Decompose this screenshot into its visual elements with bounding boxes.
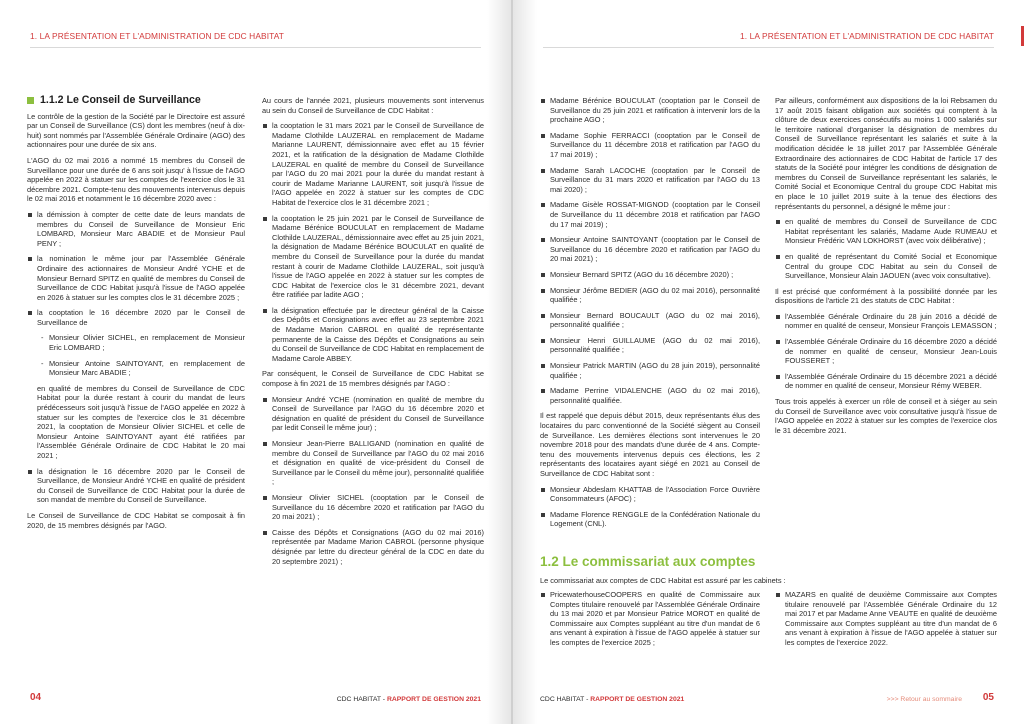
running-header: 1. LA PRÉSENTATION ET L'ADMINISTRATION DE CDC HABITAT [30,31,284,41]
paragraph: L'AGO du 02 mai 2016 a nommé 15 membres du Conseil de Surveillance pour une durée de 6 ans soit jusqu' à l'issue de l'AGO appelée en 2022 à statuer sur les comptes de l'exercice clos le 31 décembre 2021. Compte-tenu des mouvements intervenus depuis le 02 mai 2016 et notamment le 16 décembre 2020 avec : [27,155,245,204]
paragraph: Par ailleurs, conformément aux dispositions de la loi Rebsamen du 17 août 2015 faisant obligation aux sociétés qui comptent à la clôture de deux exercices consécutifs au moins 1 000 salariés sur le territoire national d'organiser la désignation de membres du Conseil de Surveillance représentant les salariés et suite à la modification décidée le 18 juillet 2017 par l'Assemblée Générale Extraordinaire des actionnaires de CDC Habitat de l'article 17 des statuts de la Société pour intégrer les conditions de désignation de membres du Conseil de Surveillance représentant les salariés, le Comité Social et Economique Central du groupe CDC Habitat mis en place le 10 juillet 2019 suite à la tenue des élections des représentants du personnel, a désigné le même jour : [775,96,997,211]
bullet-item: Madame Perrine VIDALENCHE (AGO du 02 mai 2016), personnalité qualifiée. [540,386,760,405]
bullet-item: Madame Bérénice BOUCULAT (cooptation par le Conseil de Surveillance du 25 juin 2021 et ratification à intervenir lors de la prochaine AGO ; [540,96,760,125]
dash-item: - Monsieur Antoine SAINTOYANT, en remplacement de Monsieur Marc ABADIE ; [39,359,245,378]
dash-item: - Monsieur Olivier SICHEL, en remplacement de Monsieur Eric LOMBARD ; [39,333,245,352]
bullet-item: Monsieur Bernard SPITZ (AGO du 16 décembre 2020) ; [540,270,760,280]
bullet-item: Madame Florence RENGGLE de la Confédération Nationale du Logement (CNL). [540,510,760,529]
paragraph: Le contrôle de la gestion de la Société par le Directoire est assuré par un Conseil de Surveillance (CS) dont les membres (neuf à dix-huit) sont nommés par l'Assemblée Générale Ordinaire (AGO) des actionnaires pour une durée de six ans. [27,111,245,150]
bullet-item: Monsieur Jean-Pierre BALLIGAND (nomination en qualité de membre du Conseil de Surveillance par l'AGO du 02 mai 2016 et désignation en qualité de vice-président du Conseil de Surveillance par le Conseil du même jour), personnalité qualifiée ; [262,439,484,487]
footer-separator: - [584,696,591,703]
page-fold-shadow [487,0,511,724]
paragraph: Il est rappelé que depuis début 2015, deux représentants élus des locataires du parc conventionné de la Société siègent au Conseil de Surveillance. Les dernières élections sont intervenues le 20 novembre 2018 pour des mandats d'une durée de 4 ans. Compte-tenu des mouvements intervenus depuis ces élections, les 2 représentants des locataires ayant siégé en 2021 au Conseil de Surveillance de CDC Habitat sont : [540,411,760,478]
paragraph: Par conséquent, le Conseil de Surveillance de CDC Habitat se compose à fin 2021 de 15 membres désignés par l'AGO : [262,369,484,389]
subsection-heading [27,96,245,106]
page-footer [540,696,684,703]
dash-list [27,333,245,377]
page-fold-shadow [513,0,537,724]
bullet-list [540,96,760,405]
bullet-item: l'Assemblée Générale Ordinaire du 28 juin 2016 a décidé de nommer en qualité de censeur, Monsieur François LEMASSON ; [775,312,997,331]
bullet-list [775,217,997,281]
bullet-item: Monsieur Bernard BOUCAULT (AGO du 02 mai 2016), personnalité qualifiée ; [540,311,760,330]
right-column-2 [775,96,997,441]
bullet-item: la désignation le 16 décembre 2020 par le Conseil de Surveillance, de Monsieur André YCHE en qualité de président du Conseil de Surveillance de CDC Habitat pour la durée de son mandat de membre du Conseil de Surveillance. [27,467,245,505]
bullet-item: l'Assemblée Générale Ordinaire du 15 décembre 2021 a décidé de nommer en qualité de censeur, Monsieur Rémy WEBER. [775,372,997,391]
bullet-item: la démission à compter de cette date de leurs mandats de membres du Conseil de Surveillance de Monsieur Eric LOMBARD, Monsieur Marc ABADIE et de Monsieur Paul PENY ; [27,210,245,248]
paragraph: Le commissariat aux comptes de CDC Habitat est assuré par les cabinets : [540,576,786,585]
green-square-icon [27,97,34,104]
bullet-item: PricewaterhouseCOOPERS en qualité de Commissaire aux Comptes titulaire renouvelé par l'Assemblée Générale Ordinaire du 13 mai 2020 et par Monsieur Patrice MOROT en qualité de Commissaire aux Comptes suppléant au titre d'un mandat de 6 ans venant à expiration à l'issue de l'AGO appelée à statuer sur les comptes de l'exercice 2025 ; [540,590,760,648]
auditors-column-1 [540,590,760,654]
footer-title: RAPPORT DE GESTION 2021 [386,696,481,703]
bullet-item: la cooptation le 31 mars 2021 par le Conseil de Surveillance de Madame Clothilde LAUZERAL en remplacement de Madame Marianne LAURENT, démissionnaire avec effet au 15 février 2021, et la ratification de la désignation de Madame Clothilde LAUZERAL en qualité de membre du Conseil de Surveillance par l'AGO du 20 mai 2021 pour la durée du mandat restant à courir de Madame Marianne LAURENT, soit jusqu'à l'issue de l'AGO appelée en 2022 à statuer sur les comptes de CDC Habitat de l'exercice clos le 31 décembre 2021 ; [262,121,484,207]
bullet-item: Monsieur André YCHE (nomination en qualité de membre du Conseil de Surveillance par l'AGO du 16 décembre 2020 et désignation en qualité de président du Conseil de Surveillance par ledit Conseil le même jour) ; [262,395,484,433]
page-footer [337,696,481,703]
bullet-item: Monsieur Jérôme BEDIER (AGO du 02 mai 2016), personnalité qualifiée ; [540,286,760,305]
footer-brand: CDC HABITAT [336,696,381,703]
bullet-item: Madame Sarah LACOCHE (cooptation par le Conseil de Surveillance du 31 mars 2020 et ratification par l'AGO du 13 mai 2020) ; [540,166,760,195]
bullet-item: la nomination le même jour par l'Assemblée Générale Ordinaire des actionnaires de Monsieur André YCHE et de Monsieur Bernard SPITZ en qualité de membres du Conseil de Surveillance de CDC Habitat jusqu'à l'issue de l'AGO appelée en 2026 à statuer sur les comptes clos le 31 décembre 2025 ; [27,254,245,302]
paragraph: Le Conseil de Surveillance de CDC Habitat se composait à fin 2020, de 15 membres désignés par l'AGO. [27,510,245,530]
bullet-list [775,312,997,391]
footer-title: RAPPORT DE GESTION 2021 [590,696,685,703]
bullet-item: en qualité de membres du Conseil de Surveillance de CDC Habitat représentant les salariés, Madame Aude RUMEAU et Monsieur Frédéric VAN LOKHORST (avec voix délibérative) ; [775,217,997,246]
bullet-list [540,590,760,648]
bullet-item: Monsieur Abdeslam KHATTAB de l'Association Force Ouvrière Consommateurs (AFOC) ; [540,485,760,504]
bullet-item: la désignation effectuée par le directeur général de la Caisse des Dépôts et Consignations avec effet au 23 septembre 2021 de Madame Marion CABROL en qualité de représentante permanente de la Caisse des Dépôts et Consignations au sein du Conseil de Surveillance de CDC Habitat en remplacement de Madame Carole ABBEY. [262,306,484,364]
bullet-item: la cooptation le 25 juin 2021 par le Conseil de Surveillance de Madame Bérénice BOUCULAT en remplacement de Madame Clothilde LAUZERAL, démissionnaire avec effet au 25 juin 2021, la désignation de Madame Bérénice BOUCULAT en qualité de membre du Conseil de Surveillance pour la durée du mandat restant à courir de Madame Clothilde LAUZERAL, soit jusqu'à l'issue de l'AGO appelée en 2022 à statuer sur les comptes de CDC Habitat de l'exercice clos le 31 décembre 2021, devant être ratifiée par ladite AGO ; [262,214,484,300]
running-header: 1. LA PRÉSENTATION ET L'ADMINISTRATION DE CDC HABITAT [740,31,994,41]
paragraph: Au cours de l'année 2021, plusieurs mouvements sont intervenus au sein du Conseil de Surveillance de CDC Habitat : [262,96,484,115]
paragraph: Tous trois appelés à exercer un rôle de conseil et à siéger au sein du Conseil de Surveillance avec voix consultative jusqu'à l'issue de l'AGO appelée en 2022 à statuer sur les comptes de l'exercice clos le 31 décembre 2021. [775,397,997,435]
bullet-item: Monsieur Henri GUILLAUME (AGO du 02 mai 2016), personnalité qualifiée ; [540,336,760,355]
footer-separator: - [380,696,387,703]
bullet-item: en qualité de représentant du Comité Social et Economique Central du groupe CDC Habitat au sein du Conseil de Surveillance, Monsieur Alain JAOUEN (avec voix consultative). [775,252,997,281]
header-rule [30,47,481,48]
bullet-item: la cooptation le 16 décembre 2020 par le Conseil de Surveillance de [27,308,245,327]
paragraph: en qualité de membres du Conseil de Surveillance de CDC Habitat pour la durée restant à courir du mandat de leurs prédécesseurs soit jusqu'à l'issue de l'AGO appelée en 2022 à statuer sur les comptes de l'exercice clos le 31 décembre 2021, la cooptation de Monsieur Olivier SICHEL et celle de Monsieur Antoine SAINTOYANT ayant été ratifiées par l'Assemblée Générale Ordinaire de CDC Habitat le 20 mai 2021 ; [37,383,245,460]
page-number: 05 [982,692,994,703]
left-column-2 [262,96,484,572]
bullet-item: Monsieur Antoine SAINTOYANT (cooptation par le Conseil de Surveillance du 16 décembre 2020 et ratification par l'AGO du 20 mai 2021) ; [540,235,760,264]
bullet-item: Madame Sophie FERRACCI (cooptation par le Conseil de Surveillance du 11 décembre 2018 et ratification par l'AGO du 17 mai 2019) ; [540,131,760,160]
subsection-heading-text: 1.1.2 Le Conseil de Surveillance [40,94,201,106]
page-number: 04 [30,692,42,703]
bullet-list [775,590,997,648]
section-heading: 1.2 Le commissariat aux comptes [540,554,756,569]
left-column-1 [27,96,245,536]
bullet-item: Monsieur Patrick MARTIN (AGO du 28 juin 2019), personnalité qualifiée ; [540,361,760,380]
bullet-item: MAZARS en qualité de deuxième Commissaire aux Comptes titulaire renouvelé par l'Assemblée Générale Ordinaire du 12 mai 2017 et par Madame Anne VEAUTE en qualité de deuxième Commissaire aux Comptes suppléant au titre d'un mandat de 6 ans venant à expiration à l'issue de l'AGO appelée à statuer sur les comptes de l'exercice 2022. [775,590,997,648]
footer-brand: CDC HABITAT [540,696,585,703]
back-to-summary-link[interactable]: >>> Retour au sommaire [886,696,962,703]
bullet-item: Monsieur Olivier SICHEL (cooptation par le Conseil de Surveillance du 16 décembre 2020 et ratification par l'AGO du 20 mai 2021) ; [262,493,484,522]
paragraph: Il est précisé que conformément à la possibilité donnée par les dispositions de l'article 21 des statuts de CDC Habitat : [775,286,997,306]
auditors-column-2 [775,590,997,654]
header-rule [543,47,994,48]
bullet-list [27,210,245,328]
right-column-1 [540,96,760,535]
bullet-item: Madame Gisèle ROSSAT-MIGNOD (cooptation par le Conseil de Surveillance du 11 décembre 2018 et ratification par l'AGO du 17 mai 2019) ; [540,200,760,229]
bullet-list [27,467,245,505]
bullet-item: l'Assemblée Générale Ordinaire du 16 décembre 2020 a décidé de nommer en qualité de censeur, Monsieur Jean-Louis FOUSSERET ; [775,337,997,366]
bullet-list [262,395,484,567]
bullet-list [262,121,484,363]
page-left [0,0,511,724]
bullet-item: Caisse des Dépôts et Consignations (AGO du 02 mai 2016) représentée par Madame Marion CABROL (personne physique désignée par lettre du directeur général de la CDC en date du 20 septembre 2021) ; [262,528,484,566]
page-right [513,0,1024,724]
bullet-list [540,485,760,529]
